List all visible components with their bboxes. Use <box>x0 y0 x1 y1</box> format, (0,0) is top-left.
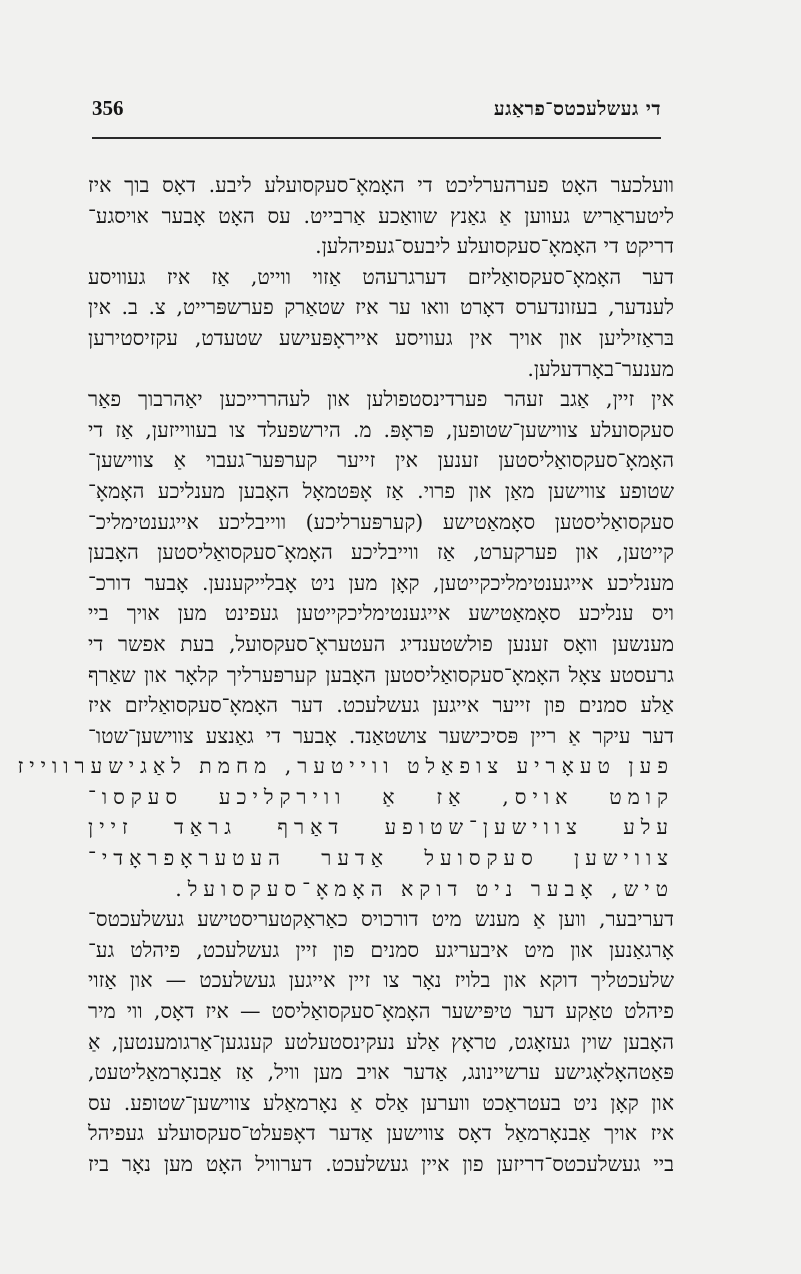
text-line: פּאַטהאָלאָגישע ערשיינונג, אַדער אויב מען וויל, אַז אַבנאָרמאַליטעט, <box>88 1060 674 1085</box>
text-line: גרעסטע צאָל האָמאָ־סעקסואַליסטען האָבען קערפּערליך קלאָר און שאַרף <box>88 662 674 687</box>
text-line: ביי געשלעכטס־דריזען פון איין געשלעכט. דערוויל האָט מען נאָר ביז <box>88 1152 674 1176</box>
text-line: האָבען שוין געזאָגט, טראָץ אַלע נעקינסטעלטע קענגען־אַרגומענטען, אַ <box>88 1029 674 1054</box>
text-line: פיהלט טאַקע דער טיפּישער האָמאָ־סעקסואַליסט — איז דאָס, ווי מיר <box>88 999 674 1024</box>
text-line: סעקסואַליסטען סאָמאַטישע (קערפּערליכע) ווייבליכע אייגענטימליכ־ <box>88 509 674 534</box>
text-line: דעריבער, ווען אַ מענש מיט דורכויס כאַראַקטעריסטישע געשלעכטס־ <box>88 907 674 932</box>
text-line: מענשען וואָס זענען פולשטענדיג העטעראָ־סעקסועל, בעת אפשר די <box>88 631 674 656</box>
text-line: דער האָמאָ־סעקסואַליזם דערגרעהט אַזוי ווייט, אַז איז געוויסע <box>88 264 674 289</box>
text-line: מענער־באָרדעלען. <box>527 356 674 381</box>
text-line: לענדער, בעזונדערס דאָרט וואו ער איז שטאַרק פערשפּרייט, צ. ב. אין <box>88 295 674 320</box>
text-line: האָמאָ־סעקסואַליסטען זענען אין זייער קערפּער־געבוי אַ צווישען־ <box>88 448 674 473</box>
text-line: איז אויך אַבנאָרמאַל דאָס צווישען אַדער דאָפּעלט־סעקסועלע געפיהל <box>88 1121 674 1146</box>
text-line: דריקט די האָמאָ־סעקסועלע ליבעס־געפיהלען. <box>315 234 674 259</box>
text-line: אָרגאַנען און מיט איבעריגע סמנים פון זיין געשלעכט, פיהלט גע־ <box>88 937 674 962</box>
text-line: ליטעראַריש געווען אַ גאַנץ שוואַכע אַרבייט. עס האָט אָבער אויסגע־ <box>88 203 674 228</box>
text-line: אַלע סמנים פון זייער אייגען געשלעכט. דער האָמאָ־סעקסואַליזם איז <box>88 693 674 718</box>
text-line: קומט אויס, אַז אַ ווירקליכע סעקסו־ <box>88 784 674 809</box>
text-line: שלעכטליך דוקא און בלויז נאָר צו זיין אייגען געשלעכט — און אַזוי <box>88 968 674 993</box>
text-line: דער עיקר אַ ריין פּסיכישער צושטאַנד. אָבער די גאַנצע צווישען־שטו־ <box>88 723 674 748</box>
text-line: שטופע צווישען מאַן און פרוי. אַז אָפּטמאָל האָבען מענליכע האָמאָ־ <box>88 478 674 503</box>
running-title: די געשלעכטס־פראַגע <box>493 98 661 120</box>
text-line: מענליכע אייגענטימליכקייטען, קאָן מען ניט אָבלייקענען. אָבער דורכ־ <box>88 570 674 595</box>
text-line: בּראַזיליען און אויך אין געוויסע אייראָפּעישע שטעדט, עקזיסטירען <box>88 325 674 350</box>
page-number: 356 <box>92 96 124 120</box>
text-line: טיש, אָבער ניט דוקא האָמאָ־סעקסועל. <box>175 876 674 901</box>
text-line: און קאָן ניט בעטראַכט ווערען אַלס אַ נאָרמאַלע צווישען־שטופע. עס <box>88 1090 674 1115</box>
text-line: אין זיין, אַגב זעהר פערדינסטפולען און לעהררייכען יאַהרבוך פאַר <box>88 387 674 412</box>
body-text <box>17 170 674 1180</box>
text-line: צווישען סעקסועל אַדער העטעראָפראָדי־ <box>88 846 674 871</box>
text-line: ויס ענליכע סאָמאַטישע אייגענטימליכקייטען געפינט מען אויך ביי <box>88 601 674 626</box>
page-header <box>92 98 661 138</box>
text-line: סעקסועלע צווישען־שטופען, פּראָפּ. מ. הירשפעלד צו בעווייזען, אַז די <box>88 417 674 442</box>
text-line: קייטען, און פערקערט, אַז ווייבליכע האָמאָ־סעקסואַליסטען האָבען <box>88 540 674 565</box>
header-rule <box>92 137 661 139</box>
text-line: פען טעאָריע צופאַלט ווייטער, מחמת לאַגישערווייז <box>17 754 674 779</box>
text-line: וועלכער האָט פערהערליכט די האָמאָ־סעקסועלע ליבע. דאָס בוך איז <box>88 173 674 197</box>
text-line: עלע צווישען־שטופע דאַרף גראַד זיין <box>88 815 674 840</box>
